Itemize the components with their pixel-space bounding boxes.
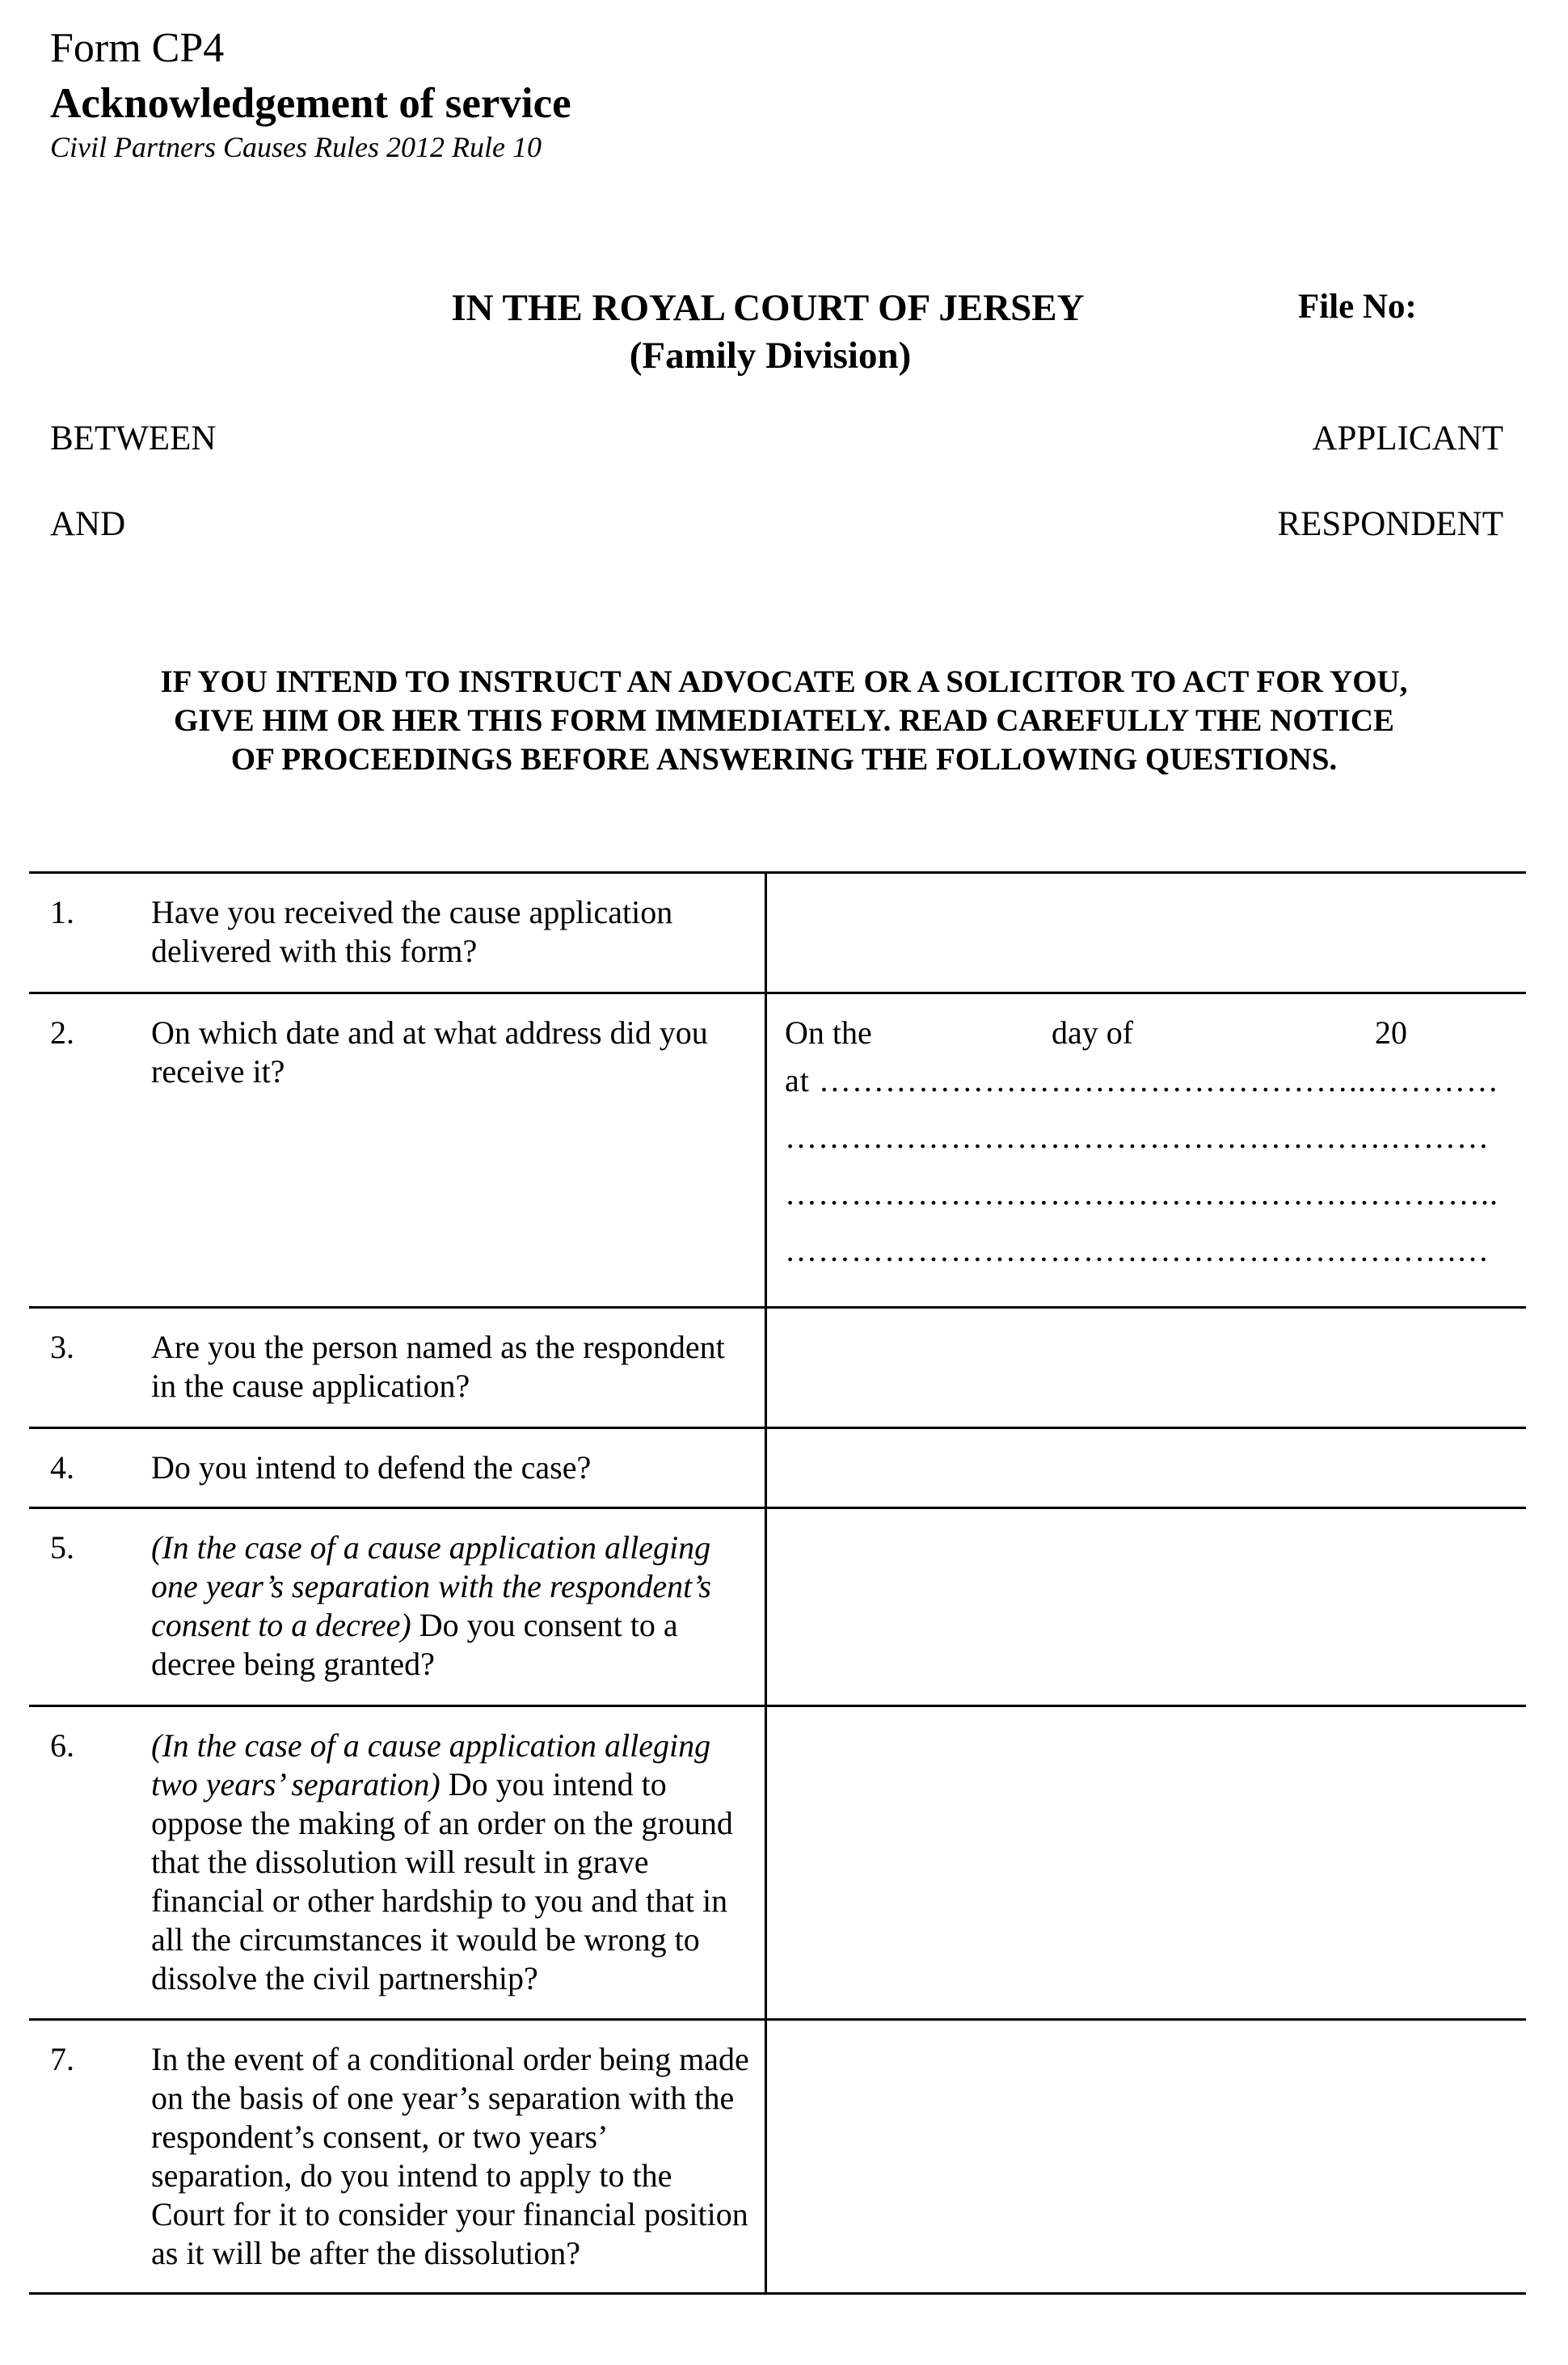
respondent-label: RESPONDENT — [1277, 505, 1503, 543]
question-text — [151, 1508, 766, 1706]
notice-line-2: GIVE HIM OR HER THIS FORM IMMEDIATELY. READ CAREFULLY THE NOTICE — [173, 703, 1395, 738]
dotted-line: …………………………………………..………… — [818, 1062, 1499, 1098]
question-row-3 — [29, 1308, 1526, 1428]
year-prefix: 20 — [1375, 1014, 1407, 1051]
question-number: 7. — [29, 2020, 151, 2294]
address-line-1[interactable] — [785, 1052, 1526, 1109]
form-code: Form CP4 — [50, 25, 225, 71]
rule-reference: Civil Partners Causes Rules 2012 Rule 10 — [50, 131, 542, 163]
question-text — [151, 1706, 766, 2020]
file-no-label: File No: — [1298, 288, 1417, 326]
question-text: In the event of a conditional order being made on the basis of one year’s separation with the respondent’s consent, or two years’ separation, do you intend to apply to the Court for it to consider your financial position as it will be after the dissolution? — [151, 2020, 766, 2294]
question-row-5 — [29, 1508, 1526, 1706]
question-number: 2. — [29, 993, 151, 1308]
between-label: BETWEEN — [50, 419, 217, 457]
notice-line-3: OF PROCEEDINGS BEFORE ANSWERING THE FOLLOWING QUESTIONS. — [230, 742, 1338, 777]
question-row-1 — [29, 873, 1526, 993]
question-number: 4. — [29, 1428, 151, 1508]
court-name: IN THE ROYAL COURT OF JERSEY — [451, 287, 1085, 329]
day-of-label: day of — [1052, 1014, 1134, 1051]
question-number: 6. — [29, 1706, 151, 2020]
form-title: Acknowledgement of service — [50, 80, 571, 127]
question-row-6 — [29, 1706, 1526, 2020]
instruction-notice — [73, 663, 1495, 779]
answer-field-5[interactable] — [766, 1508, 1527, 1706]
notice-line-1: IF YOU INTEND TO INSTRUCT AN ADVOCATE OR A SOLICITOR TO ACT FOR YOU, — [160, 664, 1408, 699]
question-condition: (In the case of a cause application alleging two years’ separation) — [151, 1727, 711, 1802]
answer-field-4[interactable] — [766, 1428, 1527, 1508]
at-label: at — [785, 1062, 810, 1098]
applicant-label: APPLICANT — [1312, 419, 1503, 457]
question-body: Do you intend to oppose the making of an order on the ground that the dissolution will result in grave financial or other hardship to you and that in all the circumstances it would be wrong to dissolve the civil partnership? — [151, 1766, 733, 1996]
question-row-4 — [29, 1428, 1526, 1508]
question-text: On which date and at what address did you receive it? — [151, 993, 766, 1308]
question-text: Are you the person named as the respondent in the cause application? — [151, 1308, 766, 1428]
question-number: 5. — [29, 1508, 151, 1706]
on-the-label: On the — [785, 1014, 872, 1051]
question-number: 3. — [29, 1308, 151, 1428]
answer-field-1[interactable] — [766, 873, 1527, 993]
answer-field-3[interactable] — [766, 1308, 1527, 1428]
question-text: Have you received the cause application delivered with this form? — [151, 873, 766, 993]
question-body: Do you consent to a decree being granted? — [151, 1607, 678, 1682]
question-text: Do you intend to defend the case? — [151, 1428, 766, 1508]
answer-field-7[interactable] — [766, 2020, 1527, 2294]
questions-table — [29, 871, 1526, 2295]
and-label: AND — [50, 505, 126, 543]
answer-field-2[interactable] — [766, 993, 1527, 1308]
court-division: (Family Division) — [629, 335, 912, 377]
question-number: 1. — [29, 873, 151, 993]
address-line-4[interactable]: …………………………………………………….… — [785, 1232, 1490, 1268]
address-line-3[interactable]: ……………………………………………………….. — [785, 1175, 1498, 1212]
question-row-7 — [29, 2020, 1526, 2294]
answer-field-6[interactable] — [766, 1706, 1527, 2020]
date-line[interactable] — [785, 1014, 1526, 1052]
question-condition: (In the case of a cause application alleging one year’s separation with the respondent’s consent to a decree) — [151, 1529, 711, 1643]
address-line-2[interactable]: ……………………………………………….……… — [785, 1119, 1490, 1155]
question-row-2 — [29, 993, 1526, 1308]
